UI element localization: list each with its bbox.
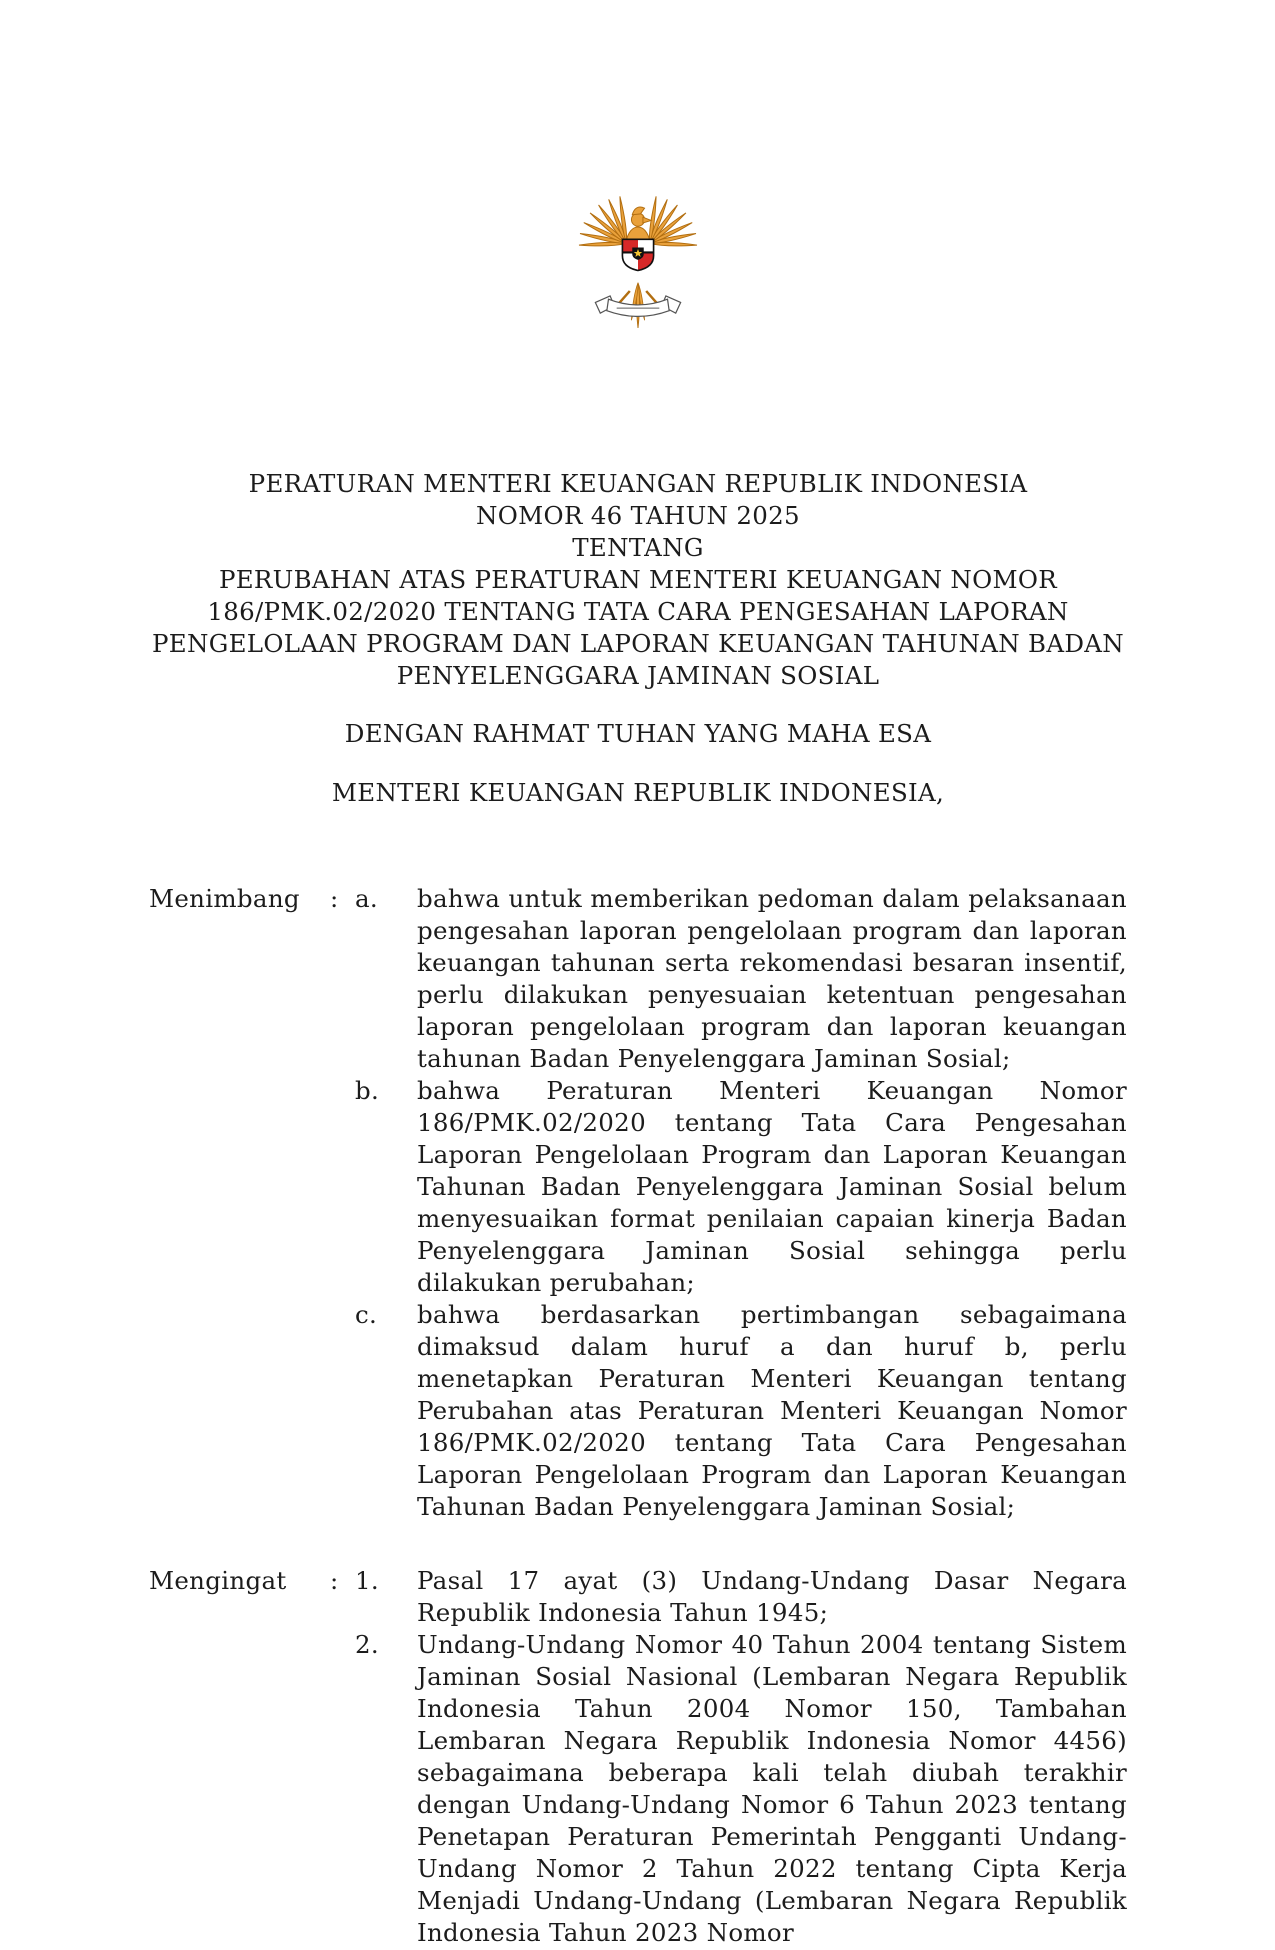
section-label-mengingat: Mengingat xyxy=(149,1566,287,1595)
item-text-a: bahwa untuk memberikan pedoman dalam pelaksanaan pengesahan laporan pengelolaan program dan laporan keuangan tahunan serta rekomendasi besaran insentif, perlu dilakukan penyesuaian ketentuan pengesahan laporan pengelolaan program dan laporan keuangan tahunan Badan Penyelenggara Jaminan Sosial; xyxy=(417,884,1127,1073)
section-mengingat xyxy=(149,1565,1127,1949)
item-text-b: bahwa Peraturan Menteri Keuangan Nomor 186/PMK.02/2020 tentang Tata Cara Pengesahan Laporan Pengelolaan Program dan Laporan Keuangan Tahunan Badan Penyelenggara Jaminan Sosial belum menyesuaikan format penilaian capaian kinerja Badan Penyelenggara Jaminan Sosial sehingga perlu dilakukan perubahan; xyxy=(417,1076,1127,1297)
item-marker-b: b. xyxy=(355,1076,380,1105)
item-marker-1: 1. xyxy=(355,1566,379,1595)
title-line-4: PERUBAHAN ATAS PERATURAN MENTERI KEUANGAN NOMOR xyxy=(218,565,1058,594)
item-marker-c: c. xyxy=(355,1300,378,1329)
section-menimbang xyxy=(149,883,1127,1523)
title-line-1: PERATURAN MENTERI KEUANGAN REPUBLIK INDONESIA xyxy=(248,469,1028,498)
title-line-7: PENYELENGGARA JAMINAN SOSIAL xyxy=(396,661,880,690)
title-line-3: TENTANG xyxy=(572,533,704,562)
invocation-line: DENGAN RAHMAT TUHAN YANG MAHA ESA xyxy=(344,719,932,748)
title-line-2: NOMOR 46 TAHUN 2025 xyxy=(476,501,800,530)
item-text-c: bahwa berdasarkan pertimbangan sebagaimana dimaksud dalam huruf a dan huruf b, perlu menetapkan Peraturan Menteri Keuangan tentang Perubahan atas Peraturan Menteri Keuangan Nomor 186/PMK.02/2020 tentang Tata Cara Pengesahan Laporan Pengelolaan Program dan Laporan Keuangan Tahunan Badan Penyelenggara Jaminan Sosial; xyxy=(417,1300,1127,1521)
title-line-5: 186/PMK.02/2020 TENTANG TATA CARA PENGESAHAN LAPORAN xyxy=(207,597,1069,626)
title-line-6: PENGELOLAAN PROGRAM DAN LAPORAN KEUANGAN TAHUNAN BADAN xyxy=(152,629,1124,658)
garuda-pancasila-emblem xyxy=(149,168,1127,340)
item-marker-2: 2. xyxy=(355,1630,379,1659)
title-block xyxy=(149,468,1127,692)
item-text-2: Undang-Undang Nomor 40 Tahun 2004 tentang Sistem Jaminan Sosial Nasional (Lembaran Negara Republik Indonesia Tahun 2004 Nomor 150, Tambahan Lembaran Negara Republik Indonesia Nomor 4456) sebagaimana beberapa kali telah diubah terakhir dengan Undang-Undang Nomor 6 Tahun 2023 tentang Penetapan Peraturan Pemerintah Pengganti Undang-Undang Nomor 2 Tahun 2022 tentang Cipta Kerja Menjadi Undang-Undang (Lembaran Negara Republik Indonesia Tahun 2023 Nomor xyxy=(417,1630,1127,1947)
item-text-1: Pasal 17 ayat (3) Undang-Undang Dasar Negara Republik Indonesia Tahun 1945; xyxy=(417,1566,1127,1627)
section-colon: : xyxy=(330,1566,339,1595)
item-marker-a: a. xyxy=(355,884,378,913)
authority-line: MENTERI KEUANGAN REPUBLIK INDONESIA, xyxy=(331,778,945,807)
section-label-menimbang: Menimbang xyxy=(149,884,300,913)
section-colon: : xyxy=(330,884,339,913)
